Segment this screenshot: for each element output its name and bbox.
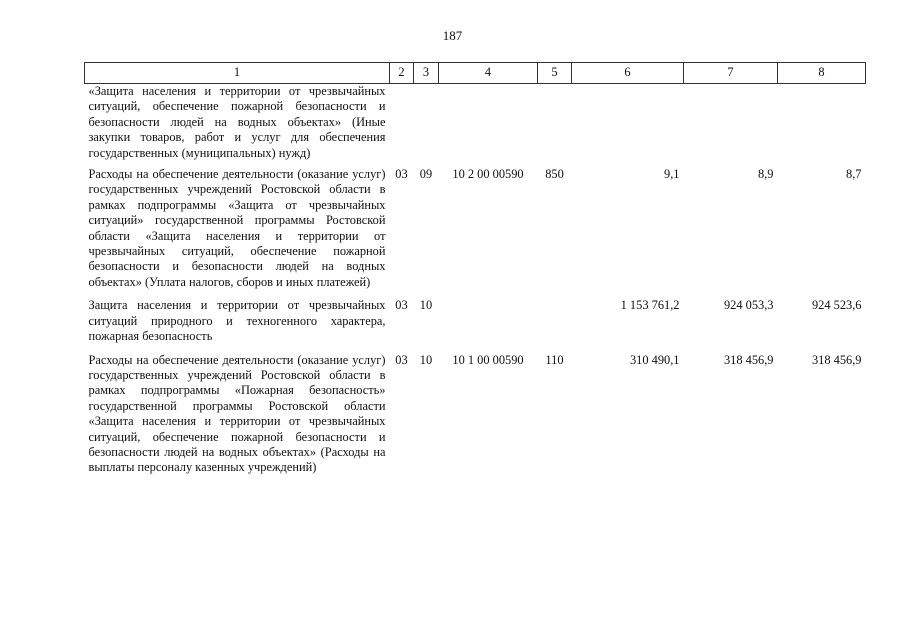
row-description: Защита населения и территории от чрезвычайных ситуаций природного и техногенного характера, пожарная безопасность: [88, 298, 386, 344]
column-header-2: 2: [390, 63, 414, 84]
row-section-code: 03: [395, 167, 408, 182]
row-section-code: 03: [395, 298, 408, 313]
row-subsection-code: 10: [419, 298, 433, 313]
row-description: Расходы на обеспечение деятельности (оказание услуг) государственных учреждений Ростовской области в рамках подпрограммы «Пожарная безопасность» государственной программы Ростовской области «Защита населения и территории от чрезвычайных ситуаций, обеспечение пожарной безопасности и безопасности людей на водных объектах» (Расходы на выплаты персоналу казенных учреждений): [88, 352, 386, 475]
row-amount-3: 924 523,6: [811, 298, 862, 313]
row-amount-3: 318 456,9: [811, 352, 862, 367]
row-amount-3: 8,7: [846, 167, 862, 182]
row-expense-type-code: [538, 292, 572, 346]
column-header-5: 5: [538, 63, 572, 84]
table-row: [85, 347, 866, 478]
row-subsection-code: 09: [419, 167, 433, 182]
row-subsection-code: [414, 84, 439, 164]
table-body: [85, 84, 866, 478]
row-amount-3: [778, 84, 866, 164]
row-target-item-code: [439, 292, 538, 346]
row-amount-2: 318 456,9: [723, 352, 774, 367]
row-amount-2: [684, 84, 778, 164]
row-target-item-code: 10 1 00 00590: [452, 352, 524, 367]
row-target-item-code: [439, 84, 538, 164]
column-header-4: 4: [439, 63, 538, 84]
row-amount-2: 924 053,3: [723, 298, 774, 313]
table-row: [85, 84, 866, 164]
column-header-7: 7: [684, 63, 778, 84]
row-amount-2: 8,9: [758, 167, 774, 182]
column-header-3: 3: [414, 63, 439, 84]
row-expense-type-code: 110: [545, 352, 564, 367]
row-section-code: 03: [395, 352, 408, 367]
row-description: Расходы на обеспечение деятельности (оказание услуг) государственных учреждений Ростовской области в рамках подпрограммы «Защита от чрезвычайных ситуаций» государственной программы Ростовской области «Защита населения и территории от чрезвычайных ситуаций, обеспечение пожарной безопасности и безопасности людей на водных объектах» (Уплата налогов, сборов и иных платежей): [88, 167, 386, 289]
row-expense-type-code: [538, 84, 572, 164]
page-number: 187: [442, 28, 463, 43]
row-amount-1: 310 490,1: [629, 352, 680, 367]
row-section-code: [390, 84, 414, 164]
column-header-6: 6: [572, 63, 684, 84]
table-row: [85, 292, 866, 346]
row-amount-1: 1 153 761,2: [620, 298, 680, 313]
table-row: [85, 163, 866, 292]
row-target-item-code: 10 2 00 00590: [452, 167, 524, 182]
column-header-1: 1: [85, 63, 390, 84]
row-amount-1: [572, 84, 684, 164]
row-amount-1: 9,1: [664, 167, 680, 182]
column-header-8: 8: [778, 63, 866, 84]
table-header: [85, 63, 866, 84]
budget-table: [84, 62, 866, 478]
row-expense-type-code: 850: [545, 167, 564, 182]
header-row: [85, 63, 866, 84]
row-subsection-code: 10: [419, 352, 433, 367]
row-description: «Защита населения и территории от чрезвычайных ситуаций, обеспечение пожарной безопасности и безопасности людей на водных объектах» (Иные закупки товаров, работ и услуг для обеспечения государственных (муниципальных) нужд): [88, 84, 386, 160]
